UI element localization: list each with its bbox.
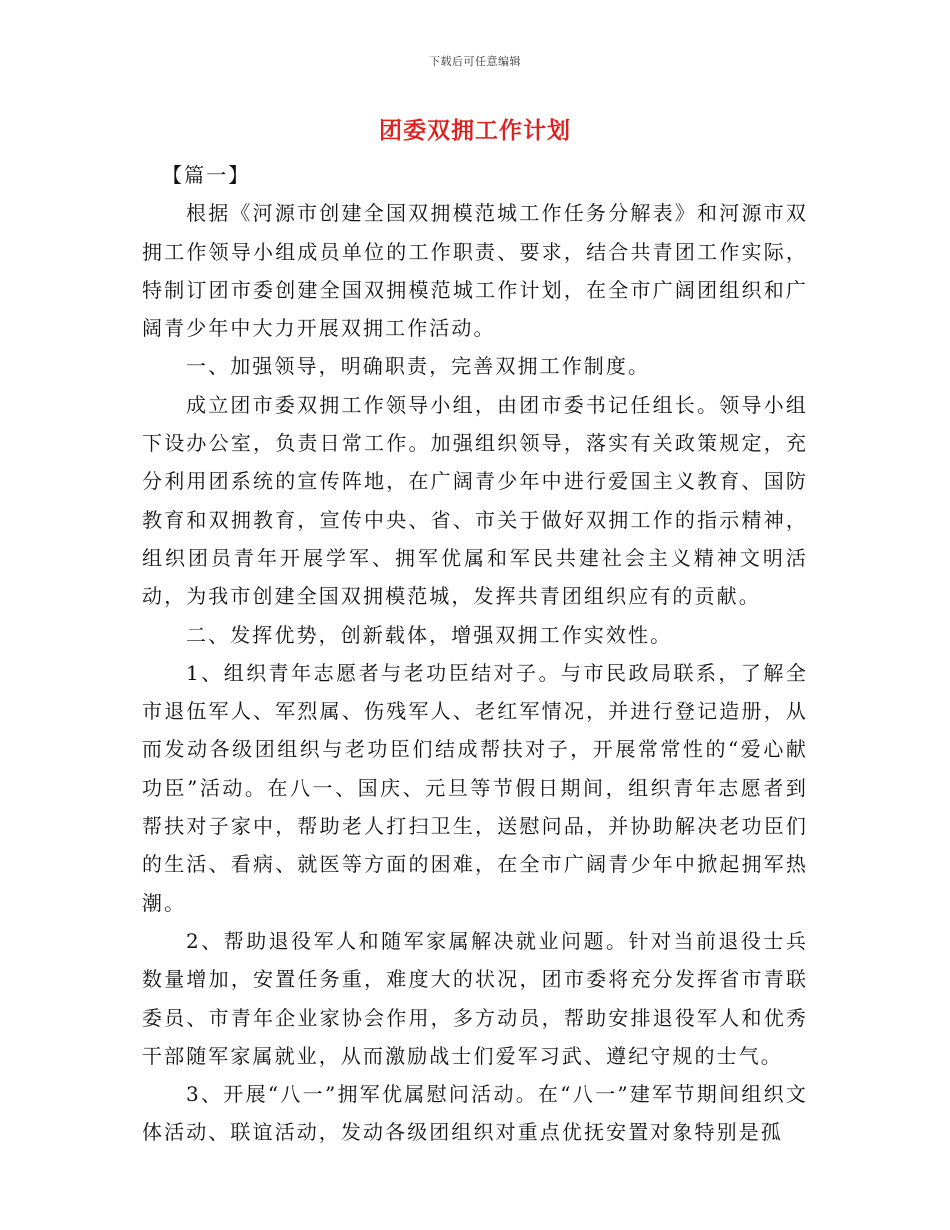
page-header-note: 下载后可任意编辑 <box>429 55 521 68</box>
document-title: 团委双拥工作计划 <box>379 117 571 144</box>
heading-section-2: 二、发挥优势，创新载体，增强双拥工作实效性。 <box>186 622 673 647</box>
paragraph-item-1: 1、组织青年志愿者与老功臣结对子。与市民政局联系，了解全市退伍军人、军烈属、伤残军人、老红军情况，并进行登记造册，从而发动各级团组织与老功臣们结成帮扶对子，开展常常性的“爱心献功臣”活动。在八一、国庆、元旦等节假日期间，组织青年志愿者到帮扶对子家中，帮助老人打扫卫生，送慰问品，并协助解决老功臣们的生活、看病、就医等方面的困难，在全市广阔青少年中掀起拥军热潮。 <box>142 660 808 915</box>
document-body <box>142 156 808 1152</box>
paragraph-item-3: 3、开展“八一”拥军优属慰问活动。在“八一”建军节期间组织文体活动、联谊活动，发动各级团组织对重点优抚安置对象特别是孤 <box>142 1082 808 1145</box>
paragraph-intro: 根据《河源市创建全国双拥模范城工作任务分解表》和河源市双拥工作领导小组成员单位的工作职责、要求，结合共青团工作实际，特制订团市委创建全国双拥模范城工作计划，在全市广阔团组织和广阔青少年中大力开展双拥工作活动。 <box>142 201 808 341</box>
section-label: 【篇一】 <box>162 163 251 187</box>
paragraph-item-2: 2、帮助退役军人和随军家属解决就业问题。针对当前退役士兵数量增加，安置任务重，难度大的状况，团市委将充分发挥省市青联委员、市青年企业家协会作用，多方动员，帮助安排退役军人和优秀干部随军家属就业，从而激励战士们爱军习武、遵纪守规的士气。 <box>142 928 808 1068</box>
paragraph-leadership: 成立团市委双拥工作领导小组，由团市委书记任组长。领导小组下设办公室，负责日常工作。加强组织领导，落实有关政策规定，充分利用团系统的宣传阵地，在广阔青少年中进行爱国主义教育、国防教育和双拥教育，宣传中央、省、市关于做好双拥工作的指示精神，组织团员青年开展学军、拥军优属和军民共建社会主义精神文明活动，为我市创建全国双拥模范城，发挥共青团组织应有的贡献。 <box>142 392 808 609</box>
heading-section-1: 一、加强领导，明确职责，完善双拥工作制度。 <box>186 354 651 379</box>
